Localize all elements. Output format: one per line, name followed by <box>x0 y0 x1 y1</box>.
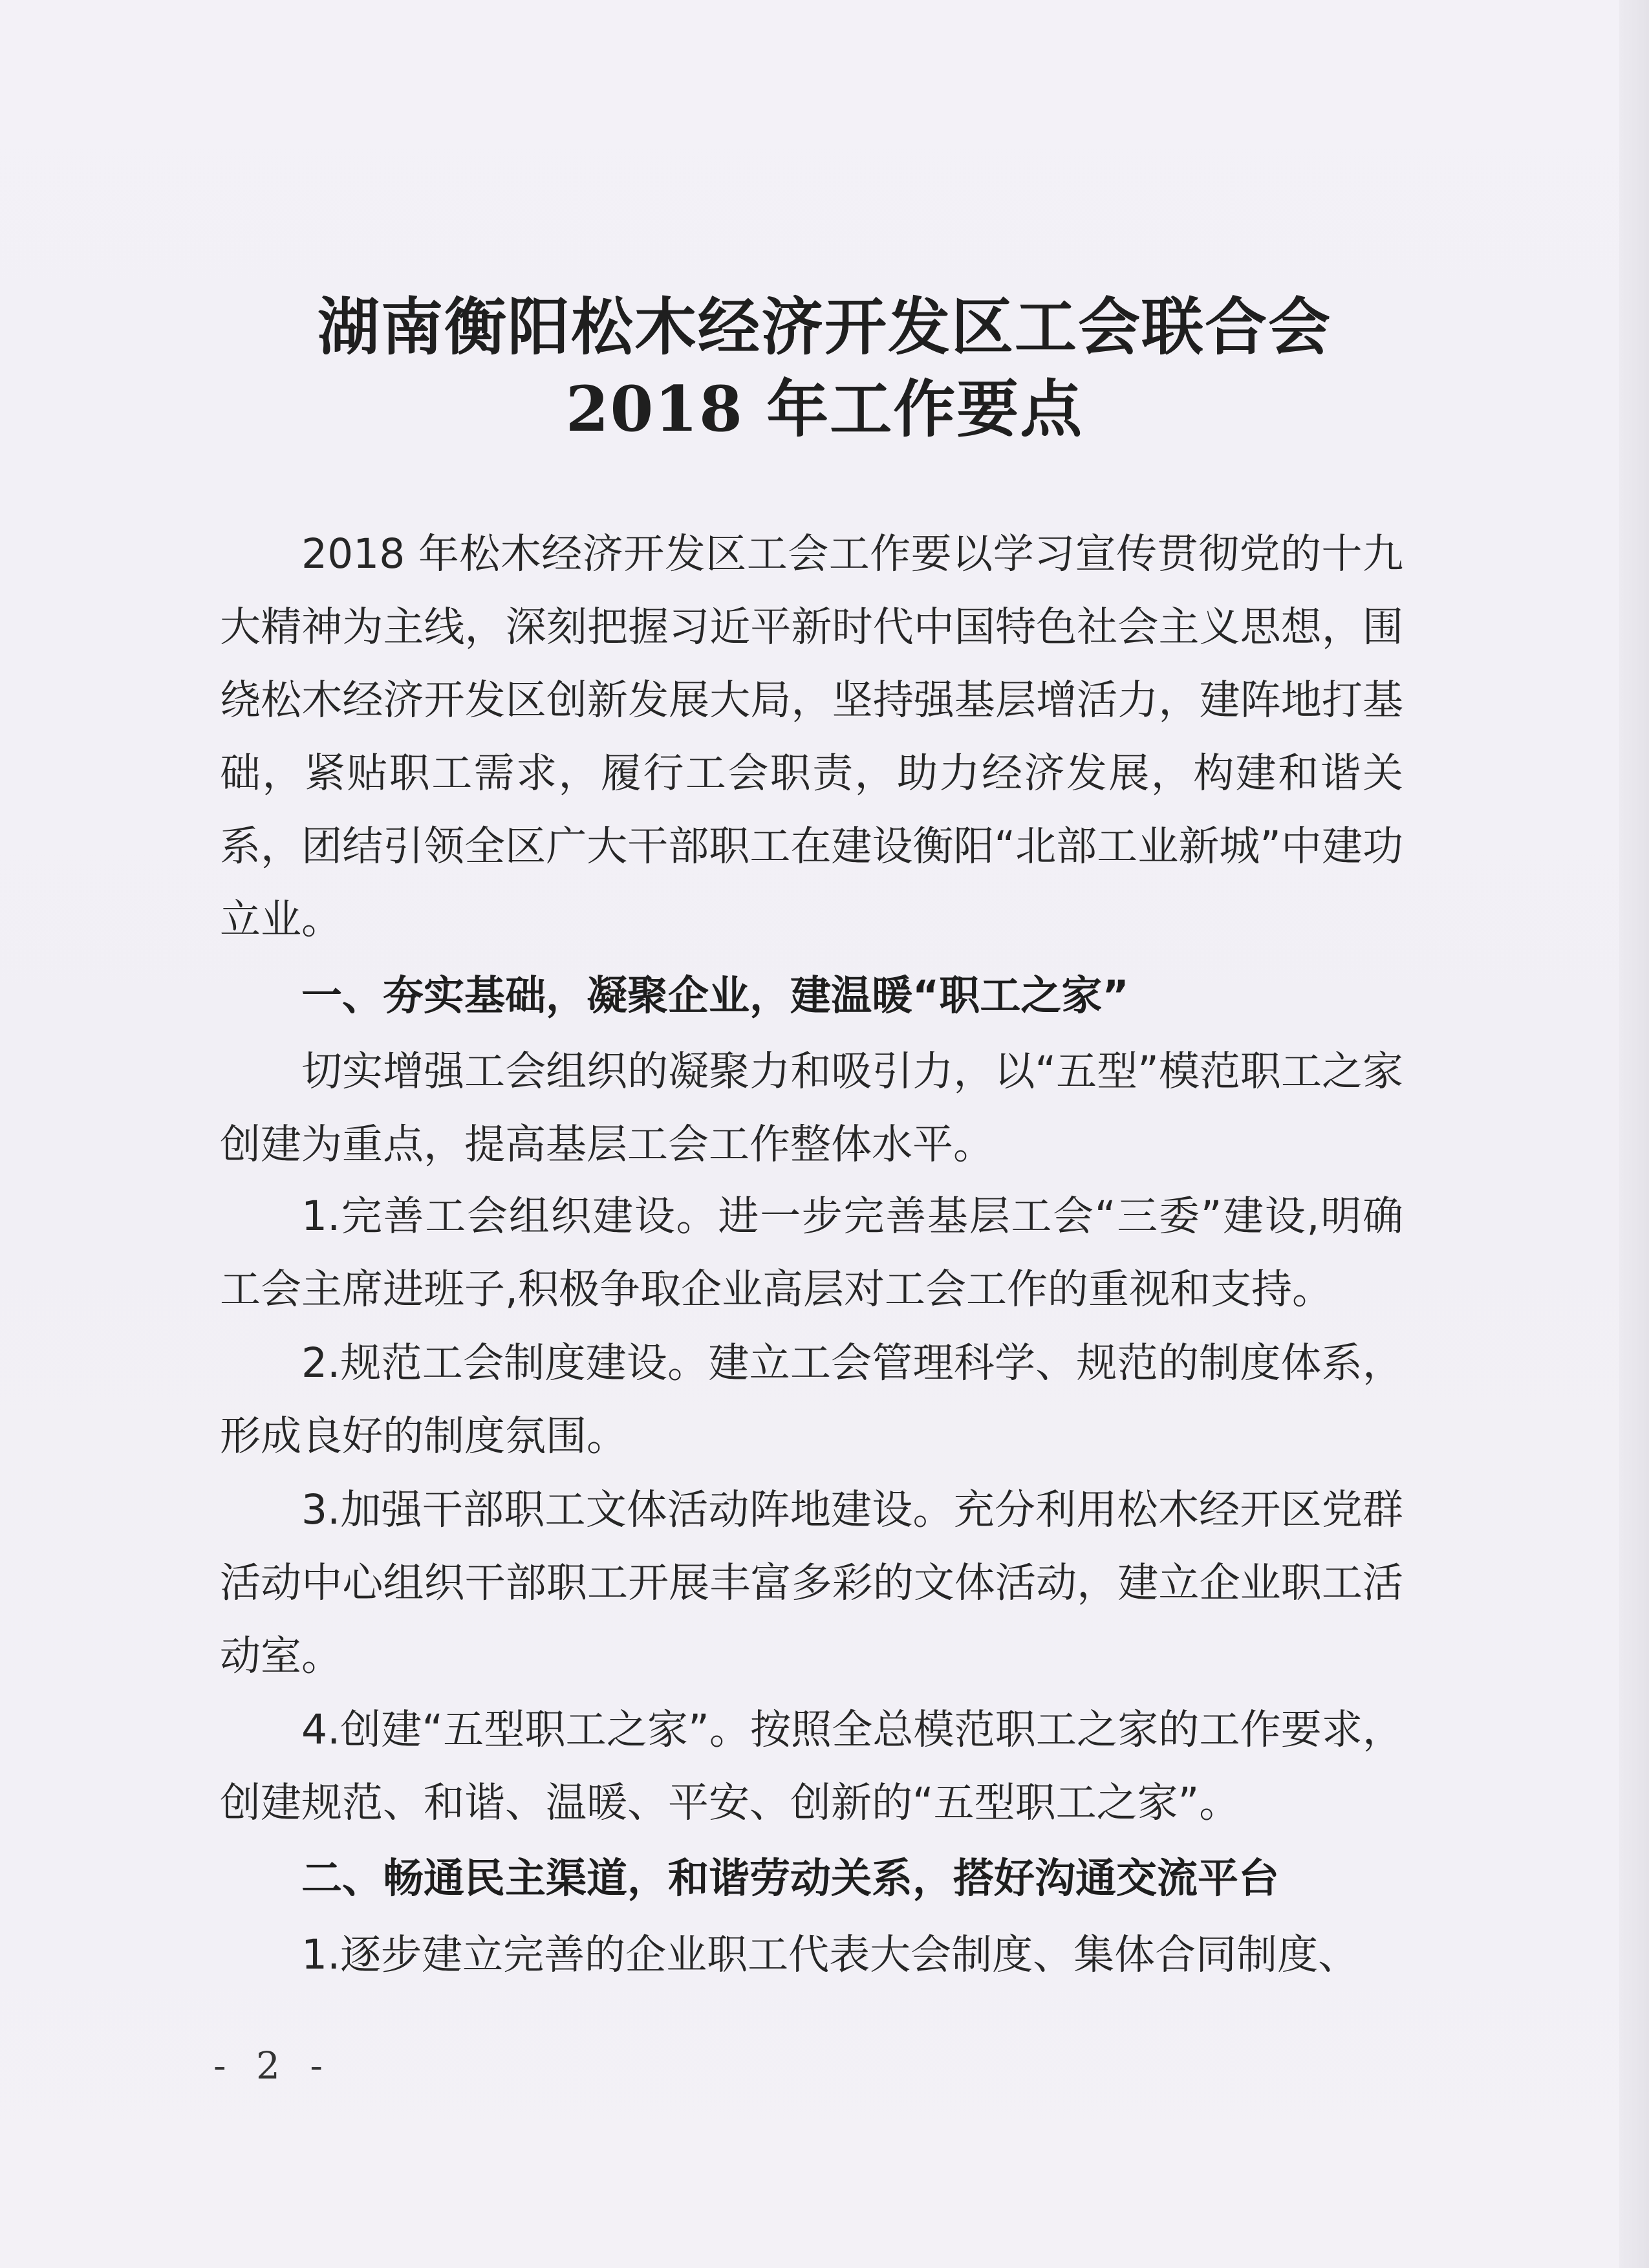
document-title-line1: 湖南衡阳松木经济开发区工会联合会 <box>318 290 1331 363</box>
section2-item-1: 1.逐步建立完善的企业职工代表大会制度、集体合同制度、 <box>301 1931 1359 1978</box>
section1-item-1: 1.完善工会组织建设。进一步完善基层工会“三委”建设,明确工会主席进班子,积极争取企业高层对工会工作的重视和支持。 <box>220 1193 1403 1313</box>
section1-item-3: 3.加强干部职工文体活动阵地建设。充分利用松木经开区党群活动中心组织干部职工开展丰富多彩的文体活动，建立企业职工活动室。 <box>220 1486 1403 1679</box>
document-title-line2: 2018 年工作要点 <box>565 373 1084 446</box>
section1-item-2: 2.规范工会制度建设。建立工会管理科学、规范的制度体系，形成良好的制度氛围。 <box>220 1339 1403 1460</box>
section1-item-4: 4.创建“五型职工之家”。按照全总模范职工之家的工作要求，创建规范、和谐、温暖、平安、创新的“五型职工之家”。 <box>220 1706 1403 1826</box>
section1-intro: 切实增强工会组织的凝聚力和吸引力，以“五型”模范职工之家创建为重点，提高基层工会工作整体水平。 <box>220 1048 1403 1168</box>
section2-heading: 二、畅通民主渠道，和谐劳动关系，搭好沟通交流平台 <box>301 1855 1279 1902</box>
section1-heading: 一、夯实基础，凝聚企业，建温暖“职工之家” <box>301 972 1129 1019</box>
intro-paragraph: 2018 年松木经济开发区工会工作要以学习宣传贯彻党的十九大精神为主线，深刻把握习近平新时代中国特色社会主义思想，围绕松木经济开发区创新发展大局，坚持强基层增活力，建阵地打基础，紧贴职工需求，履行工会职责，助力经济发展，构建和谐关系，团结引领全区广大干部职工在建设衡阳“北部工业新城”中建功立业。 <box>220 530 1403 943</box>
page-number: - 2 - <box>213 2044 332 2088</box>
